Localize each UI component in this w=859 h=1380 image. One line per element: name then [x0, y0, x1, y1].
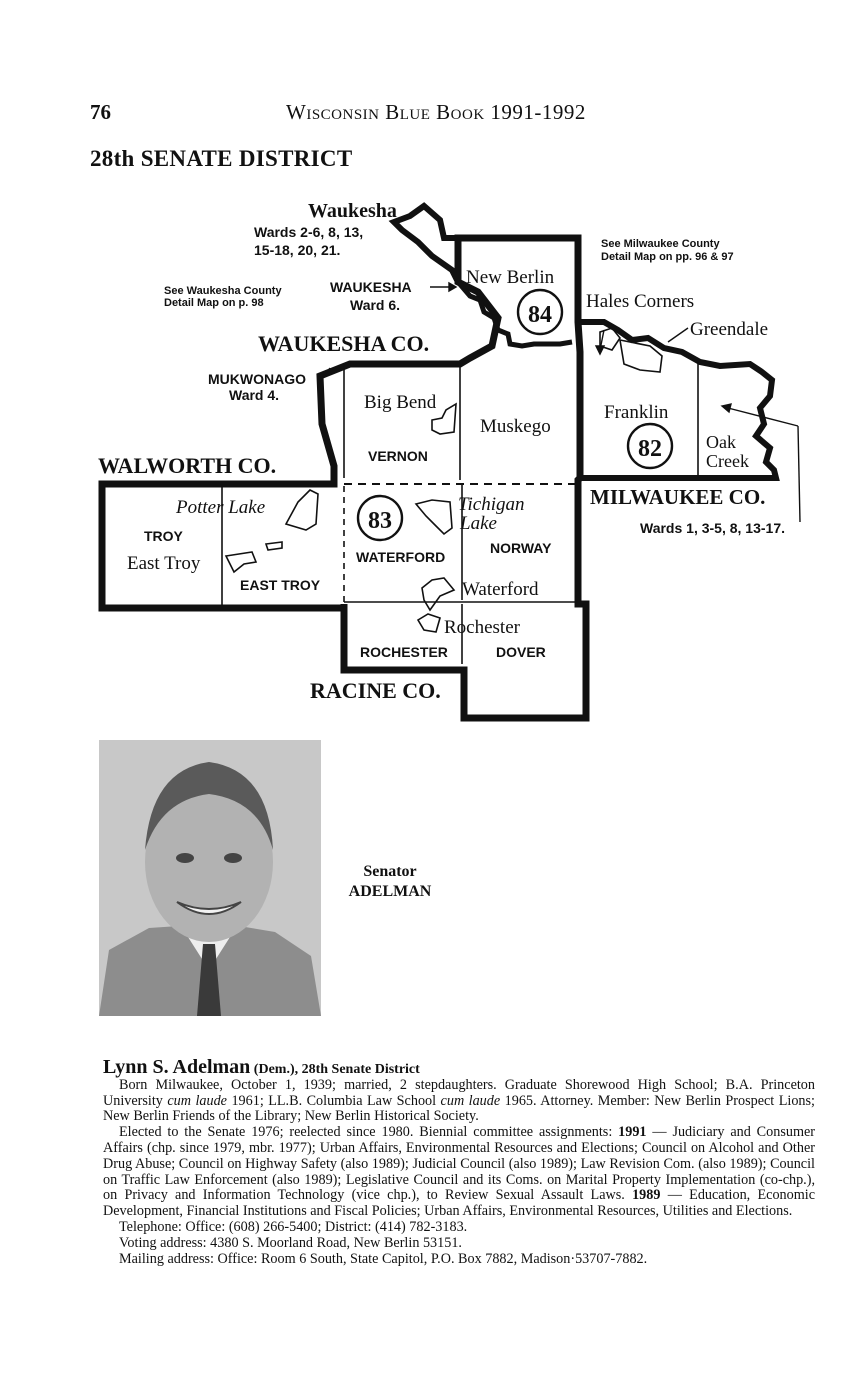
waukesha-boundary: [394, 206, 458, 282]
bio-p2-text-3: — Education, Economic Development, Financial Institutions and Fiscal Policies; Urban Affairs, Environmental Resources, Utilities and Elections.: [103, 1187, 815, 1220]
label-east-troy-town: EAST TROY: [240, 577, 321, 593]
label-see-milwaukee-1: See Milwaukee County: [601, 238, 720, 250]
label-racine-co: RACINE CO.: [310, 678, 441, 703]
district-84: 84: [528, 302, 552, 328]
label-waukesha-wards-1: Wards 2-6, 8, 13,: [254, 224, 364, 240]
label-east-troy: East Troy: [127, 553, 201, 574]
bio-p1-text: Born Milwaukee, October 1, 1939; married, 2 stepdaughters. Graduate Shorewood High School; B.A. Princeton University: [103, 1076, 815, 1109]
caption-name: ADELMAN: [348, 883, 432, 900]
label-potter-lake: Potter Lake: [176, 497, 266, 518]
page-number: 76: [90, 100, 111, 124]
label-creek: Creek: [706, 451, 749, 471]
bio-p1-text-3: 1965. Attorney. Member: New Berlin Prospect Lions; New Berlin Friends of the Library; New Berlin Historical Society.: [103, 1092, 815, 1125]
bio-p2-year-1991: 1991: [618, 1124, 647, 1141]
label-rochester: Rochester: [444, 617, 520, 638]
bio-p2-text-2: — Judiciary and Consumer Affairs (chp. since 1979, mbr. 1977); Urban Affairs, Environmental Resources and Elections; Council on Alcohol and Other Drug Abuse; Council on Highway Safety (also 1989); Judicial Council (also 1989); Law Revision Com. (also 1989); Council on Traffic Law Enforcement (also 1989); Legislative Council and its Coms. on Marital Property Implementation (co-chp.), on Privacy and Information Technology (vice chp.), to Review Sexual Assault Laws.: [103, 1124, 815, 1204]
label-waukesha-co: WAUKESHA CO.: [258, 331, 430, 356]
label-waterford-town: WATERFORD: [356, 549, 446, 565]
bio-heading: [103, 1056, 815, 1078]
senator-photo: [99, 740, 321, 1016]
label-waukesha-ward6-2: Ward 6.: [350, 297, 401, 313]
district-83: 83: [368, 508, 392, 534]
caption-title: Senator: [363, 863, 417, 880]
label-waukesha-ward6-1: WAUKESHA: [330, 279, 412, 295]
bio-voting-address: Voting address: 4380 S. Moorland Road, New Berlin 53151.: [119, 1234, 462, 1251]
label-norway: NORWAY: [490, 540, 552, 556]
label-big-bend: Big Bend: [364, 392, 437, 413]
label-vernon: VERNON: [368, 448, 428, 464]
bio-p2-text: Elected to the Senate 1976; reelected since 1980. Biennial committee assignments:: [119, 1124, 619, 1141]
label-mukwonago-2: Ward 4.: [229, 387, 280, 403]
bio-party: (Dem.), 28th Senate District: [250, 1062, 420, 1077]
portrait-illustration: [99, 740, 321, 1016]
label-muskego: Muskego: [480, 416, 551, 437]
east-troy-outline-2: [266, 542, 282, 550]
label-milwaukee-wards: Wards 1, 3-5, 8, 13-17.: [640, 520, 785, 536]
label-greendale: Greendale: [690, 319, 769, 340]
label-new-berlin: New Berlin: [466, 267, 555, 288]
photo-caption: [340, 862, 440, 902]
bio-p1-text-2: 1961; LL.B. Columbia Law School: [226, 1092, 441, 1109]
bio-p2-year-1989: 1989: [632, 1187, 661, 1204]
label-mukwonago-1: MUKWONAGO: [208, 371, 306, 387]
bio-telephone: Telephone: Office: (608) 266-5400; District: (414) 782-3183.: [119, 1218, 468, 1235]
bio-paragraph-1: [103, 1078, 815, 1125]
bio-p1-italic-2: cum laude: [440, 1092, 501, 1109]
east-troy-outline: [226, 552, 256, 572]
label-walworth-co: WALWORTH CO.: [98, 453, 277, 478]
label-waterford: Waterford: [462, 579, 539, 600]
label-dover: DOVER: [496, 644, 546, 660]
label-tichigan: Tichigan: [458, 494, 525, 515]
label-see-milwaukee-2: Detail Map on pp. 96 & 97: [601, 251, 734, 263]
bio-p1-italic: cum laude: [167, 1092, 227, 1109]
label-troy: TROY: [144, 528, 183, 544]
label-franklin: Franklin: [604, 402, 669, 423]
label-hales-corners: Hales Corners: [586, 291, 695, 312]
label-rochester-town: ROCHESTER: [360, 644, 448, 660]
label-milwaukee-co: MILWAUKEE CO.: [590, 485, 766, 509]
bio-paragraph-2: [103, 1125, 815, 1220]
rochester-outline: [418, 614, 440, 632]
label-see-waukesha-1: See Waukesha County: [164, 285, 282, 297]
district-82: 82: [638, 436, 662, 462]
bio-mailing-address: Mailing address: Office: Room 6 South, State Capitol, P.O. Box 7882, Madison·53707-7882.: [119, 1250, 648, 1267]
running-head: Wisconsin Blue Book 1991-1992: [286, 100, 586, 124]
potter-lake-outline: [286, 490, 318, 530]
label-waukesha: Waukesha: [308, 200, 397, 222]
waterford-outline: [422, 578, 454, 610]
bio-name: Lynn S. Adelman: [103, 1056, 251, 1078]
label-lake: Lake: [460, 513, 497, 534]
section-title: 28th SENATE DISTRICT: [90, 146, 353, 171]
label-waukesha-wards-2: 15-18, 20, 21.: [254, 242, 341, 258]
biography: [103, 1056, 815, 1267]
label-see-waukesha-2: Detail Map on p. 98: [164, 297, 264, 309]
tichigan-outline: [416, 500, 452, 534]
label-oak: Oak: [706, 432, 736, 452]
